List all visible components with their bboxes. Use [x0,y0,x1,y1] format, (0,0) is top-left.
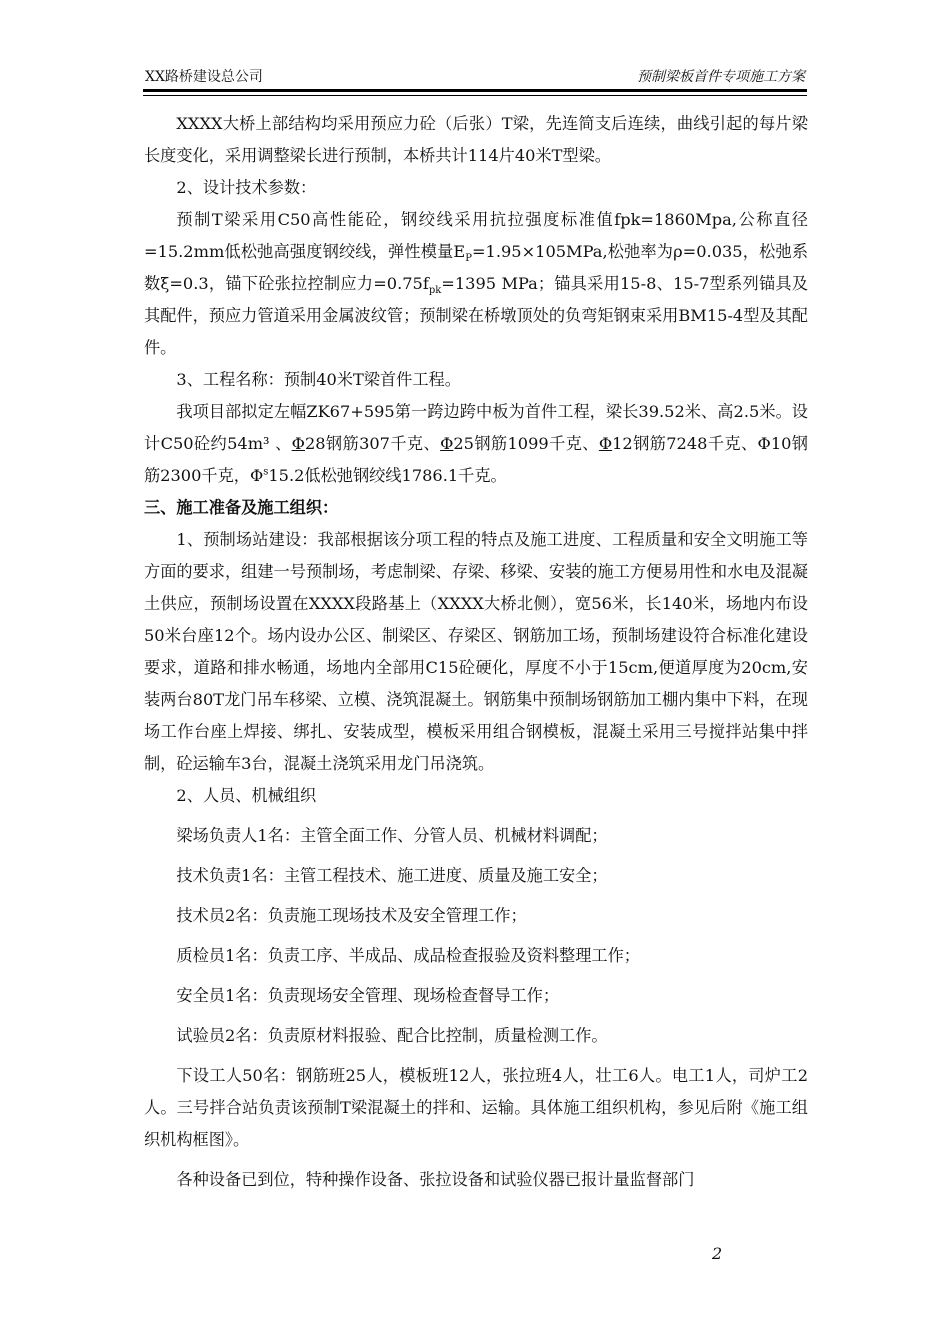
staff-item: 安全员1名：负责现场安全管理、现场检查督导工作； [176,986,560,1005]
text-run: 我项目部拟定左幅ZK67+595第一跨边跨中板为首件工程，梁长39.52米、高2.5米。设计C50砼约54m³ 、 [144,402,808,453]
header-company: XX路桥建设总公司 [145,69,263,85]
paragraph-yard-construction: 1、预制场站建设：我部根据该分项工程的特点及施工进度、工程质量和安全文明施工等方面的要求，组建一号预制场，考虑制梁、存梁、移梁、安装的施工方便易用性和水电及混凝土供应，预制场设置在XXXX段路基上（XXXX大桥北侧），宽56米，长140米，场地内布设50米台座12个。场内设办公区、制梁区、存梁区、钢筋加工场，预制场建设符合标准化建设要求，道路和排水畅通，场地内全部用C15砼硬化，厚度不小于15cm,便道厚度为20cm,安装两台80T龙门吊车移梁、立模、浇筑混凝土。钢筋集中预制场钢筋加工棚内集中下料，在现场工作台座上焊接、绑扎、安装成型，模板采用组合钢模板，混凝土采用三号搅拌站集中拌制，砼运输车3台，混凝土浇筑采用龙门吊浇筑。 [144,530,808,773]
text-run: =1395 MPa；锚具采用15-8、15-7型系列锚具及其配件，预应力管道采用金属波纹管；预制梁在桥墩顶处的负弯矩钢束采用BM15-4型及其配件。 [144,274,808,357]
subscript: pk [428,285,442,297]
rebar-symbol: Φ [440,434,454,453]
staff-item: 质检员1名：负责工序、半成品、成品检查报验及资料整理工作； [176,946,640,965]
header-rule-thin [143,95,807,96]
subscript: P [465,253,472,265]
staff-item: 试验员2名：负责原材料报验、配合比控制，质量检测工作。 [176,1026,608,1045]
paragraph-bridge-overview: XXXX大桥上部结构均采用预应力砼（后张）T梁，先连简支后连续，曲线引起的每片梁长度变化，采用调整梁长进行预制，本桥共计114片40米T型梁。 [144,114,808,165]
paragraph-equipment: 各种设备已到位，特种操作设备、张拉设备和试验仪器已报计量监督部门 [176,1170,695,1189]
paragraph-design-parameters [144,204,808,364]
text-run: 15.2低松弛钢绞线1786.1千克。 [268,466,507,485]
section-project-name: 3、工程名称：预制40米T梁首件工程。 [176,370,461,389]
text-run: =1.95×105MPa,松弛率为ρ=0.035，松弛系数ξ=0.3，锚下砼张拉控制应力=0.75f [144,242,809,293]
text-run: 28钢筋307千克、 [304,434,441,453]
section-heading-3: 三、施工准备及施工组织： [144,498,339,517]
text-run: 25钢筋1099千克、 [453,434,599,453]
paragraph-first-piece [144,396,808,492]
section-staff-organization: 2、人员、机械组织 [176,786,317,805]
header-doc-title: 预制梁板首件专项施工方案 [637,69,805,85]
rebar-symbol: Φ [598,434,613,453]
superscript: s [263,466,269,478]
paragraph-workers: 下设工人50名：钢筋班25人，模板班12人，张拉班4人，壮工6人。电工1人，司炉工2人。三号拌合站负责该预制T梁混凝土的拌和、运输。具体施工组织机构，参见后附《施工组织机构框图》。 [144,1066,808,1149]
staff-item: 技术负责1名：主管工程技术、施工进度、质量及施工安全； [176,866,608,885]
staff-item: 技术员2名：负责施工现场技术及安全管理工作； [176,906,527,925]
page-number: 2 [712,1244,723,1263]
section-design-parameters: 2、设计技术参数： [176,178,317,197]
header-rule-thick [143,89,807,92]
document-body [144,108,808,1196]
text-run: 预制T梁采用C50高性能砼，钢绞线采用抗拉强度标准值fpk=1860Mpa,公称直径=15.2mm低松弛高强度钢绞线，弹性模量E [144,210,808,261]
rebar-symbol: Φ [291,434,305,453]
text-run: 12钢筋7248千克、Φ10钢筋2300千克，Φ [144,434,808,485]
staff-item: 梁场负责人1名：主管全面工作、分管人员、机械材料调配； [176,826,608,845]
